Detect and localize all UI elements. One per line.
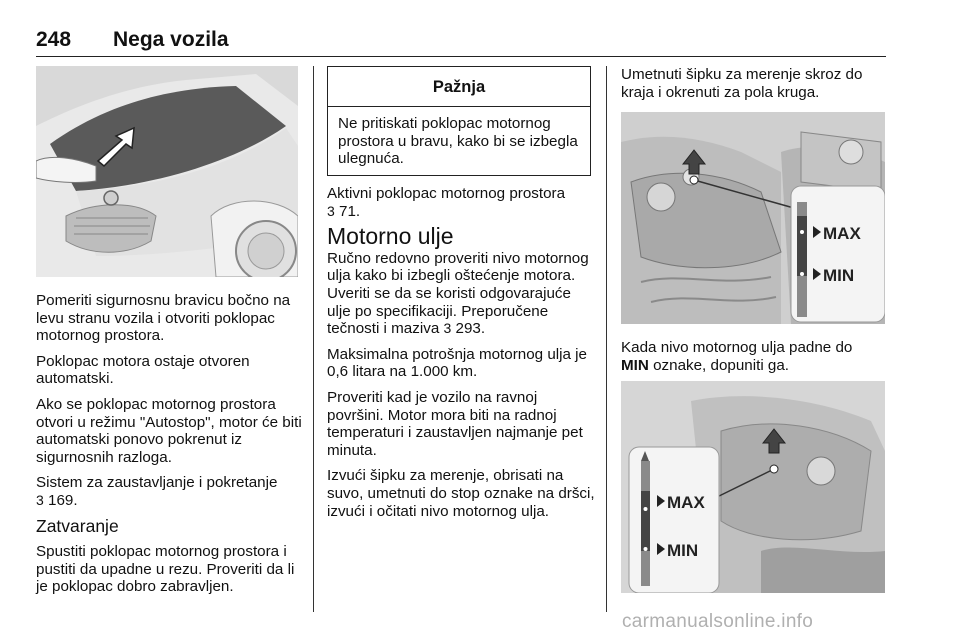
column-1 (36, 292, 304, 604)
page-ref-link[interactable]: 293. (455, 320, 486, 338)
engine-bay-drawing-2 (621, 381, 885, 593)
dipstick-figure-top (621, 112, 885, 324)
page-ref-link[interactable]: 169. (48, 491, 78, 509)
col2-paragraph-1: Aktivni poklopac motornog prostora 3 71. (327, 185, 566, 220)
notice-text: Ne pritiskati poklopac motornog prostora u bravu, kako bi se izbegla ulegnuća. (338, 115, 578, 168)
column-2 (327, 185, 595, 528)
col2-paragraph-3: Maksimalna potrošnja motornog ulja je 0,6 litara na 1.000 km. (327, 345, 588, 381)
column-3-top-text (621, 66, 889, 109)
page-number: 248 (36, 28, 72, 51)
col1-paragraph-4: Sistem za zaustavljanje i pokretanje 3 169. (36, 474, 278, 509)
watermark: carmanualsonline.info (622, 611, 814, 632)
page-ref-icon: 3 (36, 491, 44, 508)
page-title: Nega vozila (113, 28, 229, 51)
hood-drawing (36, 66, 298, 277)
page-ref-link[interactable]: 71. (339, 202, 361, 220)
col1-paragraph-2: Poklopac motora ostaje otvoren automatski. (36, 352, 250, 388)
col2-paragraph-2: Ručno redovno proveriti nivo motornog ulja kako bi izbegli oštećenje motora. Uveriti se da se koristi odgovarajuće ulje po specifikaciji. Preporučene tečnosti i maziva 3 293. (327, 249, 589, 338)
page-ref-icon: 3 (443, 320, 452, 337)
section-heading-engine-oil: Motorno ulje (327, 223, 454, 250)
engine-bay-drawing (621, 112, 885, 324)
section-heading-closing: Zatvaranje (36, 515, 119, 536)
col1-paragraph-3: Ako se poklopac motornog prostora otvori u režimu "Autostop", motor će biti automatski ponovo pokrenut iz sigurnosnih razloga. (36, 395, 302, 466)
col1-paragraph-1: Pomeriti sigurnosnu bravicu bočno na levu stranu vozila i otvoriti poklopac motornog prostora. (36, 292, 291, 345)
page-ref-icon: 3 (327, 202, 335, 219)
hood-illustration (36, 66, 298, 277)
notice-box (327, 66, 591, 176)
notice-title: Pažnja (328, 67, 590, 107)
dipstick-min-label: MIN (823, 266, 855, 285)
header-rule (36, 56, 886, 57)
column-divider-2 (606, 66, 607, 612)
col3-paragraph-2: Kada nivo motornog ulja padne do MIN oznake, dopuniti ga. (621, 339, 853, 374)
col2-paragraph-4: Proveriti kad je vozilo na ravnoj površini. Motor mora biti na radnoj temperaturi i zaustavljen najmanje pet minuta. (327, 388, 583, 459)
dipstick-figure-bottom (621, 381, 885, 593)
col2-paragraph-5: Izvući šipku za merenje, obrisati na suvo, umetnuti do stop oznake na dršci, izvući i očitati nivo motornog ulja. (327, 467, 595, 520)
dipstick-max-label: MAX (823, 224, 861, 243)
column-divider-1 (313, 66, 314, 612)
col3-paragraph-1: Umetnuti šipku za merenje skroz do kraja i okrenuti za pola kruga. (621, 66, 863, 101)
dipstick-min-label-2: MIN (667, 541, 699, 560)
col1-paragraph-5: Spustiti poklopac motornog prostora i pustiti da upadne u rezu. Proveriti da li je poklopac dobro zabravljen. (36, 543, 295, 596)
dipstick-max-label-2: MAX (667, 493, 705, 512)
column-3-middle-text (621, 339, 889, 382)
